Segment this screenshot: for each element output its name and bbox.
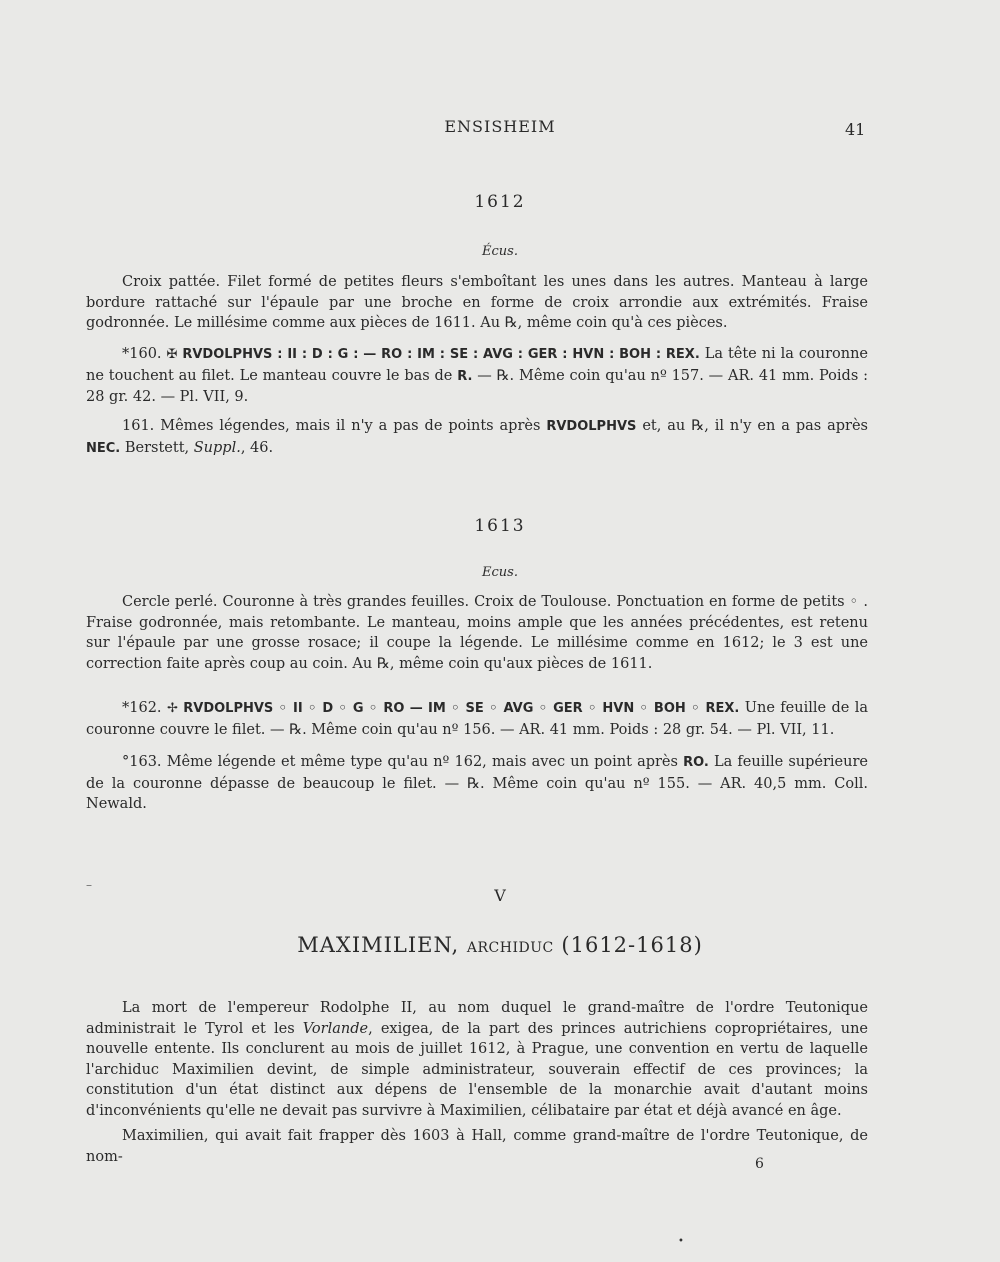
cross-icon: ✠ [166,347,178,362]
chapter-title-dates: (1612-1618) [553,933,703,957]
entry-text: °163. Même légende et même type qu'au nº 162, mais avec un point après [122,754,684,770]
body-text: , exigea, de la part des princes autrichiens copropriétaires, une nouvelle entente. Ils conclurent au mois de juillet 1612, à Prague, une convention en vertu de laquelle l'archiduc Maximilien devint, de simple administrateur, souverain effectif de ces provinces; la constitution d'un état distinct aux dépens de l'ensemble de la monarchie avait d'autant moins d'inconvénients qu'elle ne devait pas survivre à Maximilien, célibataire par état et déjà avancé en âge. [86,1020,868,1119]
entry-text: — ℞. Même coin qu'au nº 157. — AR. 41 mm. Poids : 28 gr. 42. — Pl. VII, 9. [86,367,868,405]
entry-text: 161. Mêmes légendes, mais il n'y a pas de points après [122,418,547,434]
body-italic-term: Vorlande [302,1020,369,1037]
chapter-title [0,933,1000,957]
year-heading-1612: 1612 [474,192,526,212]
entry-number: *160. [122,346,162,362]
entry-161 [86,416,868,459]
toulouse-cross-icon: ✢ [166,701,178,716]
entry-text: La tête ni la couronne ne touchent au filet. Le manteau couvre le bas de [86,346,868,384]
year-heading-1613: 1613 [474,516,526,536]
chapter-title-rank: ARCHIDUC [466,940,554,956]
description-1613: Cercle perlé. Couronne à très grandes feuilles. Croix de Toulouse. Ponctuation en forme de petits ◦ . Fraise godronnée, mais retombante. Le manteau, moins ample que les années précédentes, est retenu sur l'épaule par une grosse rosace; il coupe la légende. Le millésime comme en 1612; le 3 est une correction faite après coup au coin. Au ℞, même coin qu'aux pièces de 1611. [86,594,868,672]
body-paragraph-2: Maximilien, qui avait fait frapper dès 1603 à Hall, comme grand-maître de l'ordre Teutonique, de nom- [86,1128,868,1165]
citation: Suppl. [193,439,241,456]
chapter-number: V [494,886,506,905]
chapter-title-main: MAXIMILIEN, [297,933,467,957]
body-text: La mort de l'empereur Rodolphe II, au nom duquel le grand-maître de l'ordre Teutonique administrait le Tyrol et les [86,1000,868,1037]
coin-legend: NEC. [86,440,121,456]
coin-legend: RVDOLPHVS : II : D : G : — RO : IM : SE : AVG : GER : HVN : BOH : REX. [182,347,700,362]
body-paragraph-1 [86,998,868,1121]
coin-legend-letter: R. [457,368,473,384]
entry-text: , 46. [240,439,274,456]
margin-dot: • [678,1236,684,1247]
signature-mark: 6 [755,1156,764,1172]
coin-legend: RO. [683,755,709,770]
subheading-ecus-1612: Écus. [482,244,518,259]
entry-text: La feuille supérieure de la couronne dépasse de beaucoup le filet. — ℞. Même coin qu'au nº 155. — AR. 40,5 mm. Coll. Newald. [86,754,868,812]
margin-mark: – [86,878,92,892]
entry-160 [86,344,868,408]
entry-number: *162. [122,700,162,716]
entry-162 [86,698,868,740]
subheading-ecus-1613: Ecus. [482,565,518,580]
entry-163 [86,752,868,815]
description-1612: Croix pattée. Filet formé de petites fleurs s'emboîtant les unes dans les autres. Manteau à large bordure rattaché sur l'épaule par une broche en forme de croix arrondie aux extrémités. Fraise godronnée. Le millésime comme aux pièces de 1611. Au ℞, même coin qu'à ces pièces. [86,274,868,331]
running-header: ENSISHEIM [444,117,556,136]
coin-legend: RVDOLPHVS ◦ II ◦ D ◦ G ◦ RO — IM ◦ SE ◦ AVG ◦ GER ◦ HVN ◦ BOH ◦ REX. [183,701,740,716]
entry-text: Une feuille de la couronne couvre le filet. — ℞. Même coin qu'au nº 156. — AR. 41 mm. Poids : 28 gr. 54. — Pl. VII, 11. [86,700,869,738]
coin-legend: RVDOLPHVS [546,419,637,434]
page-number: 41 [845,120,866,139]
entry-text: Berstett, [120,439,194,456]
entry-text: et, au ℞, il n'y en a pas après [636,418,868,434]
